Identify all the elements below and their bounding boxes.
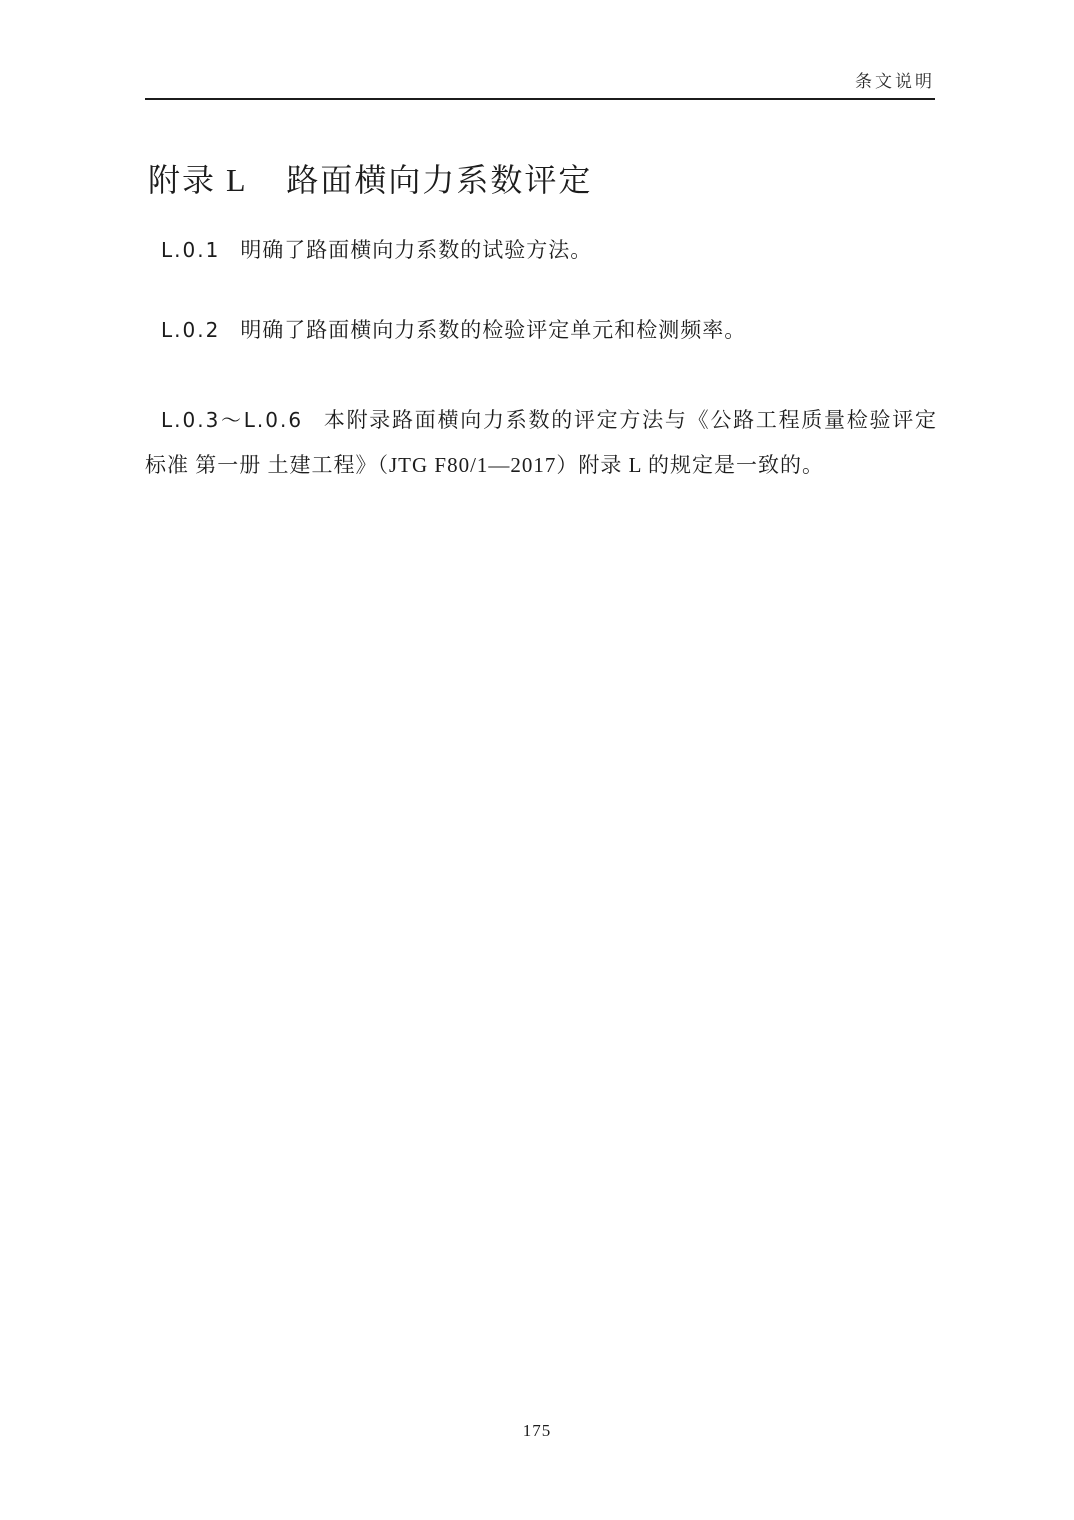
clause-text: 本附录路面横向力系数的评定方法与《公路工程质量检验评定标准 第一册 土建工程》（JTG F80/1—2017）附录 L 的规定是一致的。 (145, 408, 937, 477)
clause-l-0-2 (145, 308, 937, 353)
clause-l-0-1 (145, 228, 937, 273)
clause-l-0-3-to-l-0-6 (145, 398, 937, 488)
clause-text: 明确了路面横向力系数的检验评定单元和检测频率。 (240, 318, 747, 342)
clause-number: L.0.2 (161, 318, 221, 342)
clause-text: 明确了路面横向力系数的试验方法。 (240, 238, 593, 262)
appendix-title-text: 路面横向力系数评定 (286, 162, 593, 198)
clause-number: L.0.1 (161, 238, 221, 262)
header-running-title: 条文说明 (855, 72, 935, 91)
clause-number: L.0.3～L.0.6 (161, 408, 304, 432)
appendix-label: 附录 L (148, 162, 247, 198)
page-footer (0, 1421, 1074, 1441)
page-header (145, 71, 935, 100)
page-number: 175 (522, 1421, 552, 1440)
page-title (148, 160, 592, 200)
